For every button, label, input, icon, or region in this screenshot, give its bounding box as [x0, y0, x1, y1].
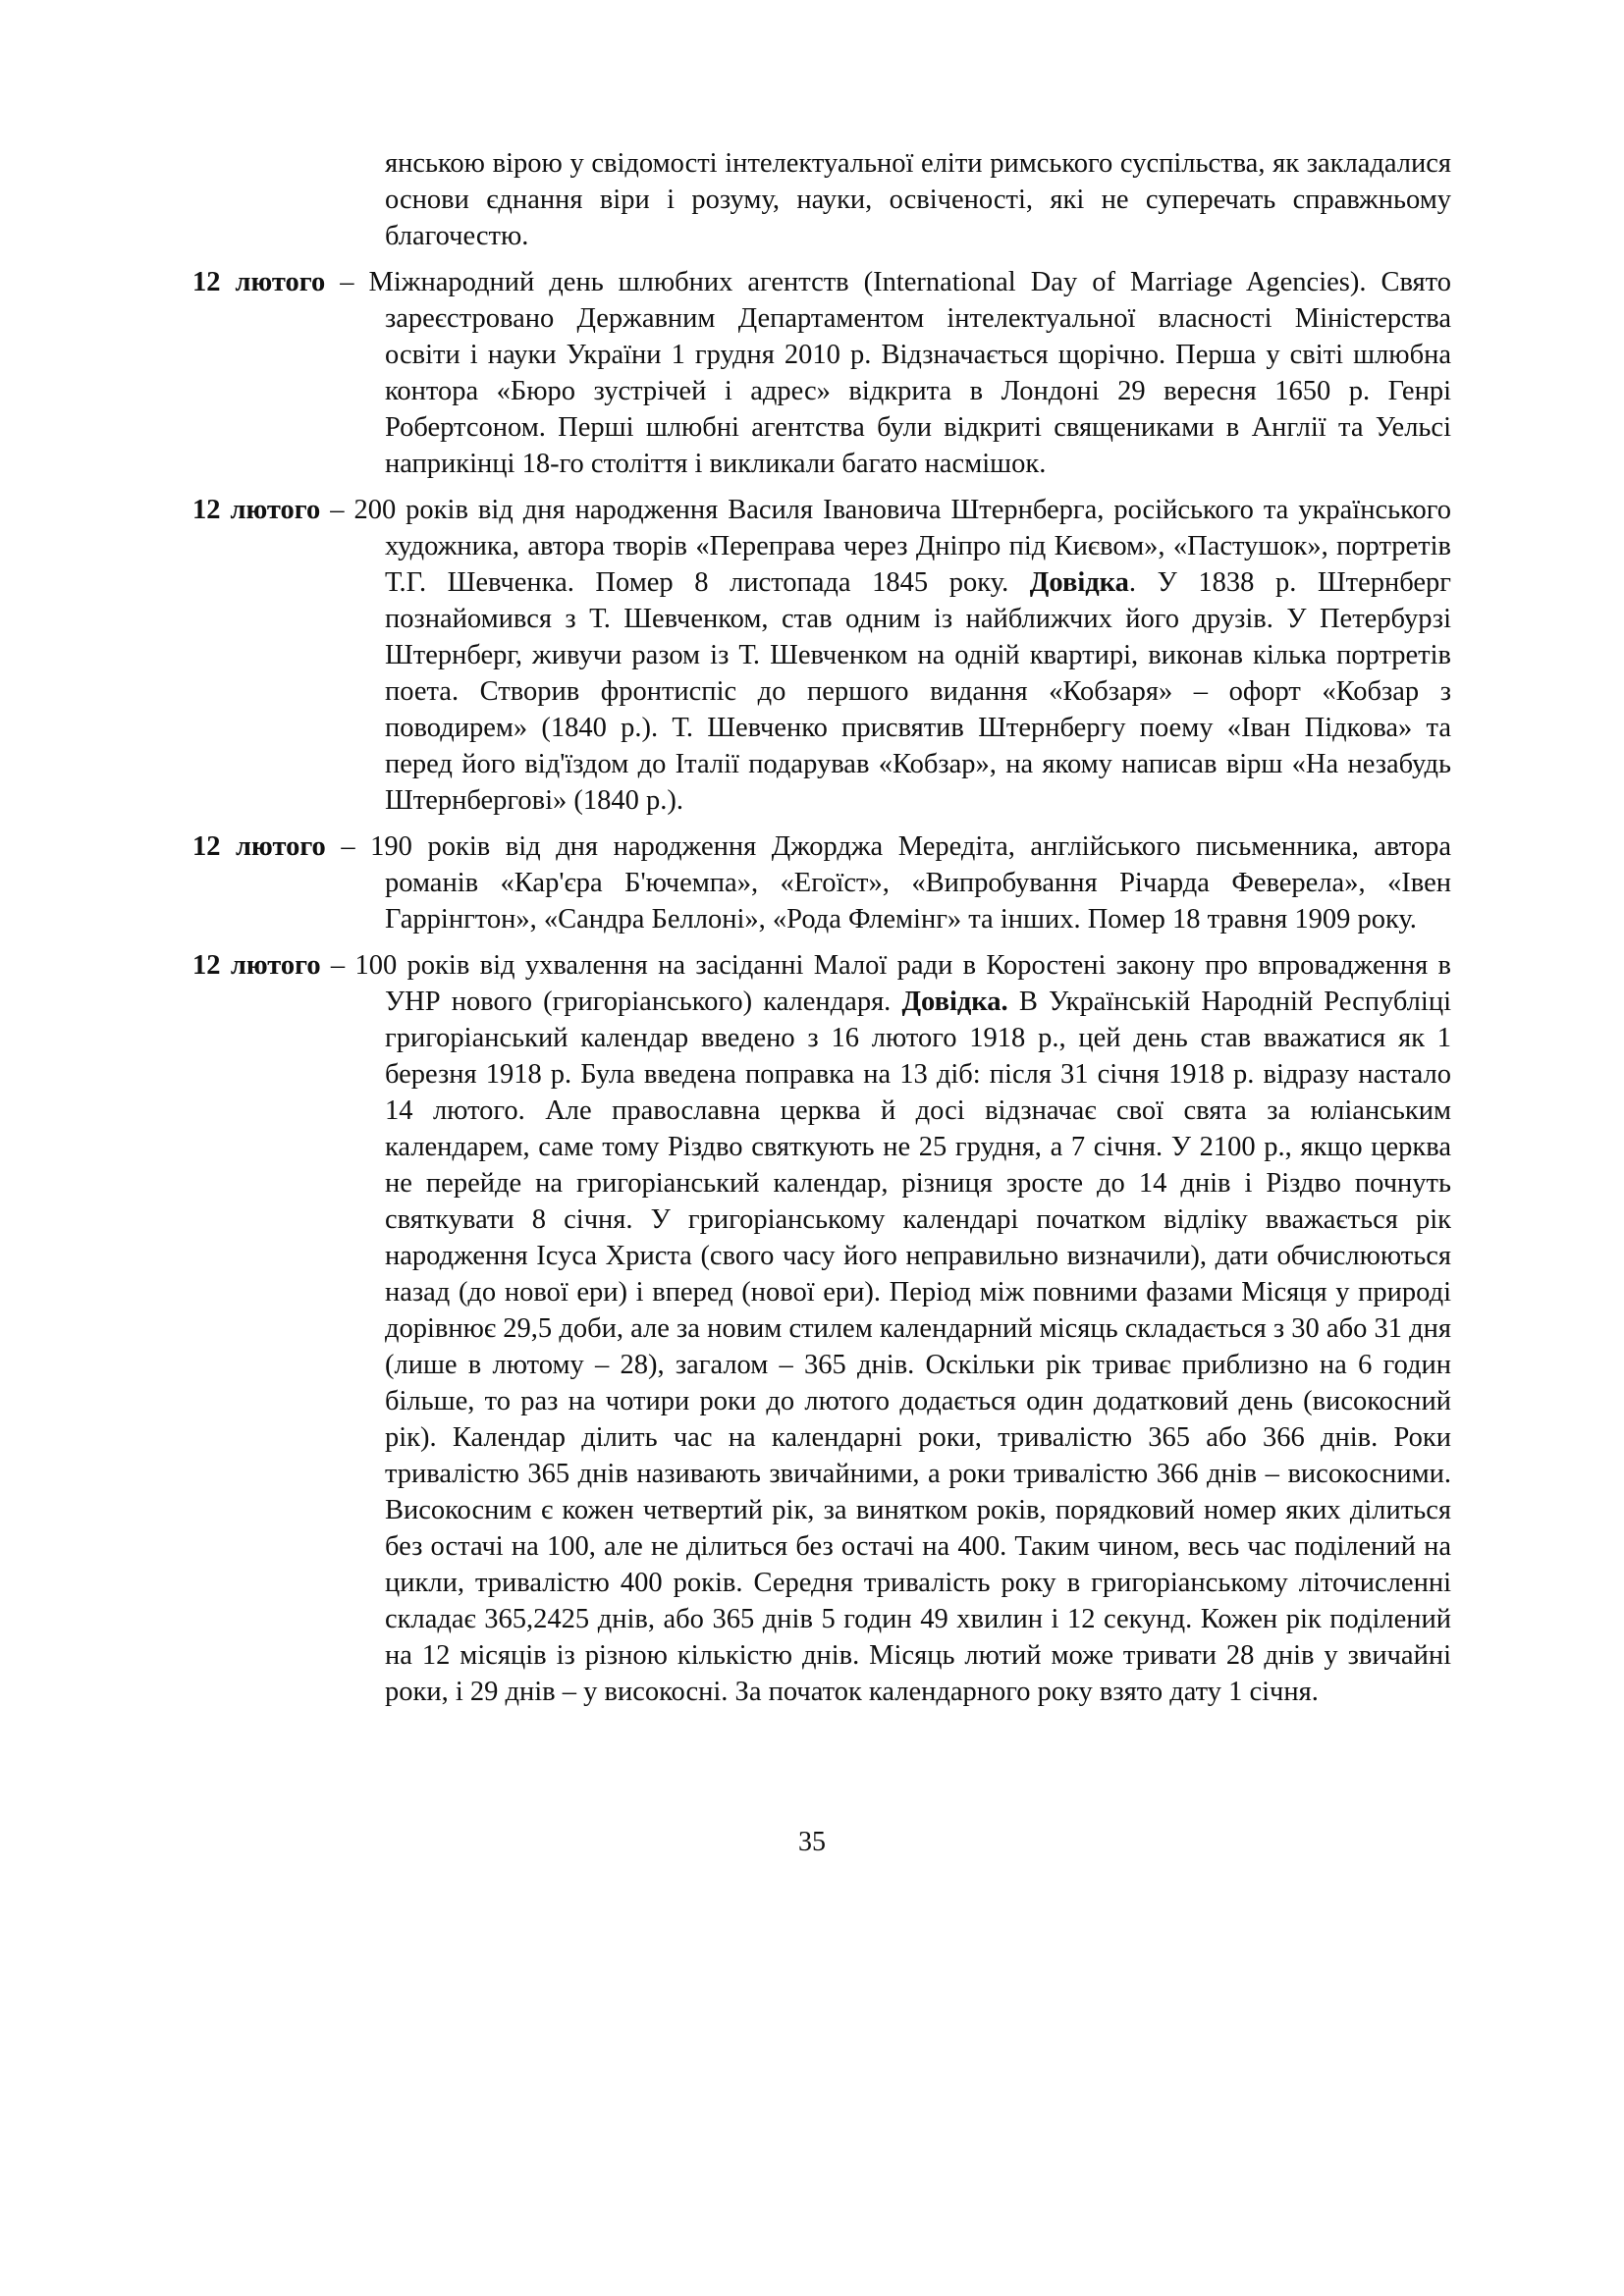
reference-text: . У 1838 р. Штернберг познайомився з Т. Шевченком, став одним із найближчих його друзів. У Петербурзі Штернберг, живучи разом із Т. Шевченком на одній квартирі, виконав кілька портретів поета. Створив фронтиспіс до першого видання «Кобзаря» – офорт «Кобзар з поводирем» (1840 р.). Т. Шевченко присвятив Штернбергу поему «Іван Підкова» та перед його від'їздом до Італії подарував «Кобзар», на якому написав вірш «На незабудь Штернбергові» (1840 р.). [385, 567, 1452, 816]
continuation-paragraph: янською вірою у свідомості інтелектуальної еліти римського суспільства, як закладалися основи єднання віри і розуму, науки, освіченості, які не суперечать справжньому благочестю. [385, 148, 1451, 251]
entry-date: 12 лютого [192, 495, 321, 525]
entry-dash: – [325, 831, 371, 862]
calendar-entry-2 [192, 492, 1451, 819]
entry-text: Міжнародний день шлюбних агентств (International Day of Marriage Agencies). Свято зареєстровано Державним Департаментом інтелектуальної власності Міністерства освіти і науки України 1 грудня 2010 р. Відзначається щорічно. Перша у світі шлюбна контора «Бюро зустрічей і адрес» відкрита в Лондоні 29 вересня 1650 р. Генрі Робертсоном. Перші шлюбні агентства були відкриті священиками в Англії та Уельсі наприкінці 18-го століття і викликали багато насмішок. [368, 267, 1451, 479]
entry-date: 12 лютого [192, 267, 326, 297]
calendar-entry-1 [192, 264, 1451, 482]
entry-dash: – [325, 267, 369, 297]
entry-text: 200 років від дня народження Василя Івановича Штернберга, російського та українського художника, автора творів «Переправа через Дніпро під Києвом», «Пастушок», портретів Т.Г. Шевченка. Помер 8 листопада 1845 року. [353, 495, 1451, 598]
reference-text: В Українській Народній Республіці григоріанський календар введено з 16 лютого 1918 р., цей день став вважатися як 1 березня 1918 р. Була введена поправка на 13 діб: після 31 січня 1918 р. відразу настало 14 лютого. Але православна церква й досі відзначає свої свята за юліанським календарем, саме тому Різдво святкують не 25 грудня, а 7 січня. У 2100 р., якщо церква не перейде на григоріанський календар, різниця зросте до 14 днів і Різдво почнуть святкувати 8 січня. У григоріанському календарі початком відліку вважається рік народження Ісуса Христа (свого часу його неправильно визначили), дати обчислюються назад (до нової ери) і вперед (нової ери). Період між повними фазами Місяця у природі дорівнює 29,5 доби, але за новим стилем календарний місяць складається з 30 або 31 дня (лише в лютому – 28), загалом – 365 днів. Оскільки рік триває приблизно на 6 годин більше, то раз на чотири роки до лютого додається один додатковий день (високосний рік). Календар ділить час на календарні роки, тривалістю 365 або 366 днів. Роки тривалістю 365 днів називають звичайними, а роки тривалістю 366 днів – високосними. Високосним є кожен четвертий рік, за винятком років, порядковий номер яких ділиться без остачі на 100, але не ділиться без остачі на 400. Таким чином, весь час поділений на цикли, тривалістю 400 років. Середня тривалість року в григоріанському літочисленні складає 365,2425 днів, або 365 днів 5 годин 49 хвилин і 12 секунд. Кожен рік поділений на 12 місяців із різною кількістю днів. Місяць лютий може тривати 28 днів у звичайні роки, і 29 днів – у високосні. За початок календарного року взято дату 1 січня. [385, 987, 1451, 1707]
calendar-entry-3 [192, 828, 1451, 937]
entry-dash: – [320, 495, 354, 525]
entry-dash: – [320, 950, 355, 981]
body-text [192, 145, 1451, 1720]
entry-text: 100 років від ухвалення на засіданні Малої ради в Коростені закону про впровадження в УНР нового (григоріанського) календаря. [354, 950, 1451, 1017]
entry-date: 12 лютого [192, 831, 326, 862]
reference-label: Довідка [1029, 567, 1129, 598]
reference-label: Довідка. [901, 987, 1008, 1017]
page-number: 35 [798, 1827, 826, 1857]
entry-text: 190 років від дня народження Джорджа Мередіта, англійського письменника, автора романів «Кар'єра Б'ючемпа», «Егоїст», «Випробування Річарда Феверела», «Івен Гаррінгтон», «Сандра Беллоні», «Рода Флемінг» та інших. Помер 18 травня 1909 року. [370, 831, 1452, 934]
entry-date: 12 лютого [192, 950, 321, 981]
calendar-entry-4 [192, 947, 1451, 1710]
